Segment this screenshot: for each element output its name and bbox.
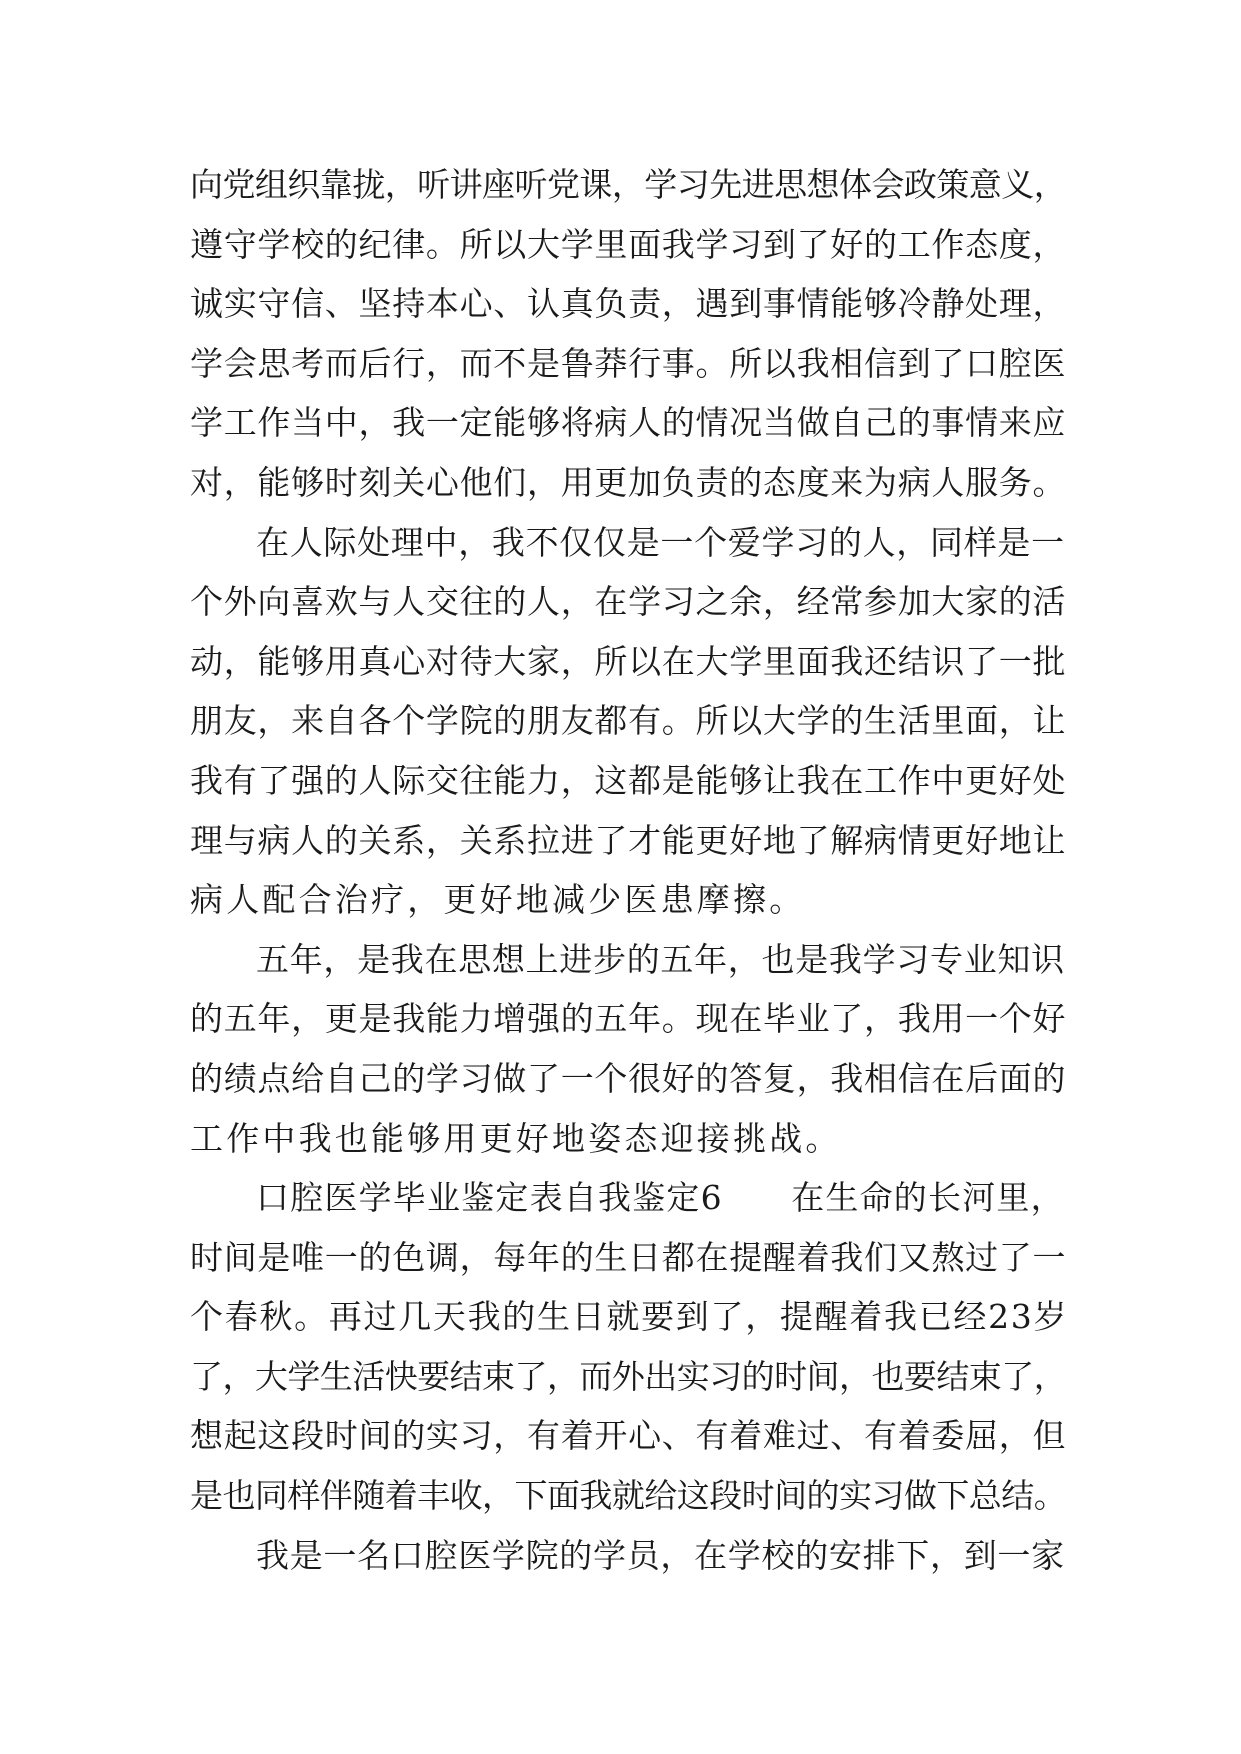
paragraph-first-line: 五年，是我在思想上进步的五年，也是我学习专业知识 <box>256 939 1065 979</box>
text-line: 遵守学校的纪律。所以大学里面我学习到了好的工作态度， <box>190 224 1067 264</box>
paragraph-first-line: 在人际处理中，我不仅仅是一个爱学习的人，同样是一 <box>256 522 1065 562</box>
text-line: 病人配合治疗，更好地减少医患摩擦。 <box>190 880 806 920</box>
paragraph-first-line: 口腔医学毕业鉴定表自我鉴定6 在生命的长河里， <box>256 1178 1065 1218</box>
text-line: 理与病人的关系，关系拉进了才能更好地了解病情更好地让 <box>190 820 1067 860</box>
paragraph-first-line: 我是一名口腔医学院的学员，在学校的安排下，到一家 <box>256 1535 1065 1575</box>
text-line: 的绩点给自己的学习做了一个很好的答复，我相信在后面的 <box>190 1058 1067 1098</box>
text-line: 了，大学生活快要结束了，而外出实习的时间，也要结束了， <box>190 1356 1067 1396</box>
text-line: 想起这段时间的实习，有着开心、有着难过、有着委屈，但 <box>190 1416 1067 1456</box>
text-line: 时间是唯一的色调，每年的生日都在提醒着我们又熬过了一 <box>190 1237 1067 1277</box>
text-line: 朋友，来自各个学院的朋友都有。所以大学的生活里面，让 <box>190 701 1067 741</box>
text-line: 对，能够时刻关心他们，用更加负责的态度来为病人服务。 <box>190 462 1067 502</box>
text-line: 的五年，更是我能力增强的五年。现在毕业了，我用一个好 <box>190 999 1067 1039</box>
text-line: 学工作当中，我一定能够将病人的情况当做自己的事情来应 <box>190 403 1067 443</box>
body-text <box>190 155 1070 1585</box>
text-line: 个春秋。再过几天我的生日就要到了，提醒着我已经23岁 <box>190 1297 1069 1337</box>
text-line: 工作中我也能够用更好地姿态迎接挑战。 <box>190 1118 842 1158</box>
text-line: 诚实守信、坚持本心、认真负责，遇到事情能够冷静处理， <box>190 284 1067 324</box>
text-line: 个外向喜欢与人交往的人，在学习之余，经常参加大家的活 <box>190 582 1067 622</box>
text-line: 学会思考而后行，而不是鲁莽行事。所以我相信到了口腔医 <box>190 343 1067 383</box>
text-line: 是也同样伴随着丰收，下面我就给这段时间的实习做下总结。 <box>190 1476 1067 1516</box>
text-line: 向党组织靠拢，听讲座听党课，学习先进思想体会政策意义， <box>190 165 1067 204</box>
text-line: 我有了强的人际交往能力，这都是能够让我在工作中更好处 <box>190 760 1067 800</box>
text-line: 动，能够用真心对待大家，所以在大学里面我还结识了一批 <box>190 641 1067 681</box>
